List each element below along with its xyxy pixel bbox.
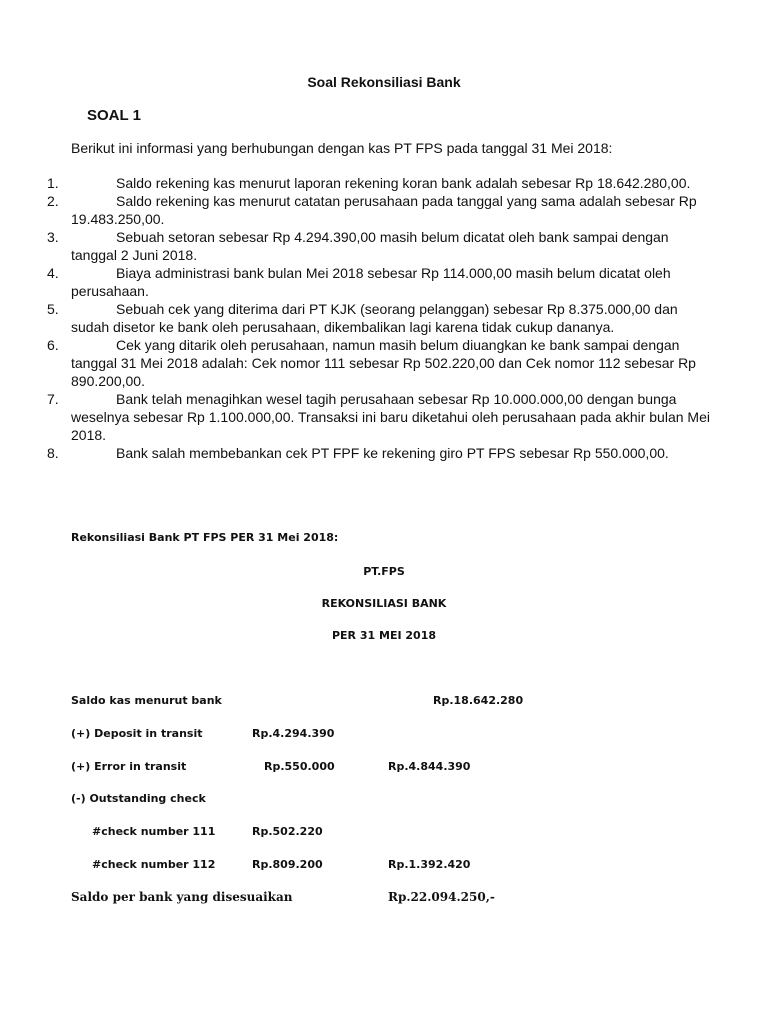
row-label: Saldo per bank yang disesuaikan xyxy=(71,890,293,904)
check-111-row xyxy=(0,825,768,841)
item-text: Cek yang ditarik oleh perusahaan, namun masih belum diuangkan ke bank sampai dengan tanggal 31 Mei 2018 adalah: Cek nomor 111 sebesar Rp 502.220,00 dan Cek nomor 112 sebesar Rp 890.200,00. xyxy=(71,337,696,389)
list-item xyxy=(0,444,711,462)
item-number: 6. xyxy=(47,337,59,353)
row-value: Rp.809.200 xyxy=(252,858,323,871)
row-total: Rp.4.844.390 xyxy=(388,760,471,773)
page-title: Soal Rekonsiliasi Bank xyxy=(307,74,461,90)
list-item xyxy=(0,336,711,390)
item-number: 1. xyxy=(47,175,59,191)
final-balance-row xyxy=(0,890,768,906)
item-text: Bank salah membebankan cek PT FPF ke rekening giro PT FPS sebesar Rp 550.000,00. xyxy=(116,445,669,461)
intro-text: Berikut ini informasi yang berhubungan dengan kas PT FPS pada tanggal 31 Mei 2018: xyxy=(71,140,613,156)
row-total: Rp.1.392.420 xyxy=(388,858,471,871)
list-item xyxy=(0,228,711,264)
list-item xyxy=(0,300,711,336)
item-number: 3. xyxy=(47,229,59,245)
item-text: Sebuah setoran sebesar Rp 4.294.390,00 masih belum dicatat oleh bank sampai dengan tanggal 2 Juni 2018. xyxy=(71,229,669,263)
problem-list xyxy=(0,174,768,462)
row-value: Rp.4.294.390 xyxy=(252,727,335,740)
list-item xyxy=(0,264,711,300)
error-row xyxy=(0,760,768,776)
row-value: Rp.22.094.250,- xyxy=(388,890,495,904)
row-value: Rp.18.642.280 xyxy=(433,694,524,707)
item-text: Biaya administrasi bank bulan Mei 2018 sebesar Rp 114.000,00 masih belum dicatat oleh perusahaan. xyxy=(71,265,671,299)
company-name: PT.FPS xyxy=(363,565,405,578)
item-number: 4. xyxy=(47,265,59,281)
row-label: (-) Outstanding check xyxy=(71,792,206,805)
item-number: 7. xyxy=(47,391,59,407)
item-text: Saldo rekening kas menurut laporan rekening koran bank adalah sebesar Rp 18.642.280,00. xyxy=(116,175,691,191)
check-112-row xyxy=(0,858,768,874)
list-item xyxy=(0,174,711,192)
row-label: Saldo kas menurut bank xyxy=(71,694,222,707)
item-text: Sebuah cek yang diterima dari PT KJK (seorang pelanggan) sebesar Rp 8.375.000,00 dan sudah disetor ke bank oleh perusahaan, dikembalikan lagi karena tidak cukup dananya. xyxy=(71,301,678,335)
row-label: (+) Error in transit xyxy=(71,760,187,773)
section-heading: SOAL 1 xyxy=(87,107,141,124)
item-number: 8. xyxy=(47,445,59,461)
reconciliation-heading: REKONSILIASI BANK xyxy=(321,597,447,610)
outstanding-row xyxy=(0,792,768,808)
item-text: Saldo rekening kas menurut catatan perusahaan pada tanggal yang sama adalah sebesar Rp 19.483.250,00. xyxy=(71,193,697,227)
saldo-bank-row xyxy=(0,694,768,710)
row-value: Rp.502.220 xyxy=(252,825,323,838)
reconciliation-caption: Rekonsiliasi Bank PT FPS PER 31 Mei 2018: xyxy=(71,531,339,544)
row-label: #check number 112 xyxy=(92,858,216,871)
row-value: Rp.550.000 xyxy=(264,760,335,773)
item-number: 5. xyxy=(47,301,59,317)
list-item xyxy=(0,192,711,228)
item-text: Bank telah menagihkan wesel tagih perusahaan sebesar Rp 10.000.000,00 dengan bunga weselnya sebesar Rp 1.100.000,00. Transaksi ini baru diketahui oleh perusahaan pada akhir bulan Mei 2018. xyxy=(71,391,710,443)
reconciliation-date: PER 31 MEI 2018 xyxy=(331,629,436,642)
item-number: 2. xyxy=(47,193,59,209)
list-item xyxy=(0,390,711,444)
row-label: (+) Deposit in transit xyxy=(71,727,203,740)
deposit-row xyxy=(0,727,768,743)
row-label: #check number 111 xyxy=(92,825,216,838)
